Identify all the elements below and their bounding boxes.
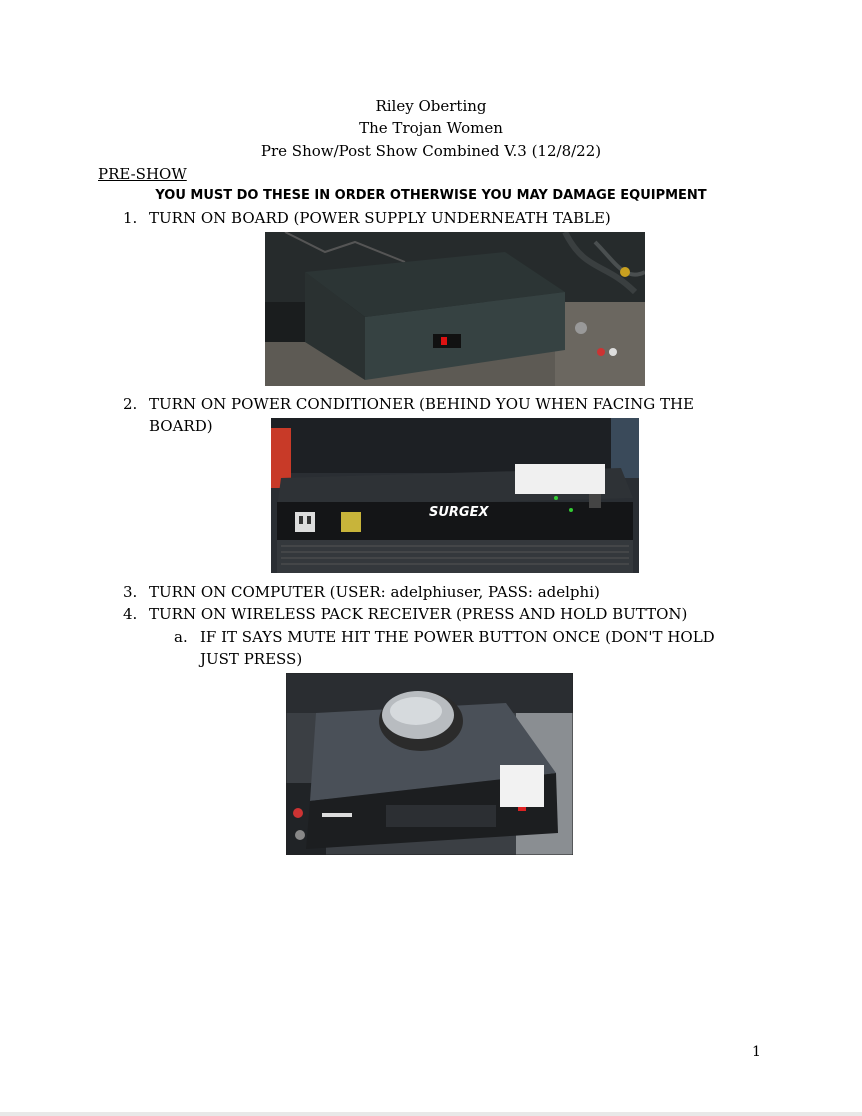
version-line: Pre Show/Post Show Combined V.3 (12/8/22) — [260, 142, 602, 160]
section-title-pre-show: PRE-SHOW — [98, 165, 187, 183]
show-title: The Trojan Women — [359, 119, 503, 137]
substep-text: IF IT SAYS MUTE HIT THE POWER BUTTON ONCE (DON'T HOLD JUST PRESS) — [200, 628, 715, 668]
step-number: 4. — [123, 605, 138, 623]
page-bottom-divider — [0, 1112, 862, 1116]
author-line: Riley Oberting — [375, 97, 487, 115]
step-number: 3. — [123, 583, 138, 601]
step-text: TURN ON WIRELESS PACK RECEIVER (PRESS AND HOLD BUTTON) — [149, 605, 688, 623]
step-text: TURN ON POWER CONDITIONER (BEHIND YOU WHEN FACING THE BOARD) — [149, 395, 695, 435]
board-power-supply-photo — [265, 232, 645, 386]
step-text: TURN ON COMPUTER (USER: adelphiuser, PASS: adelphi) — [149, 583, 600, 601]
substep-letter: a. — [174, 628, 188, 646]
page-number: 1 — [752, 1044, 761, 1060]
wireless-receiver-photo — [286, 673, 573, 855]
power-conditioner-photo — [271, 418, 639, 573]
surgex-logo: SURGEX — [429, 505, 489, 520]
step-text: TURN ON BOARD (POWER SUPPLY UNDERNEATH TABLE) — [149, 209, 611, 227]
step-number: 2. — [123, 395, 138, 413]
step-number: 1. — [123, 209, 138, 227]
warning-text: YOU MUST DO THESE IN ORDER OTHERWISE YOU MAY DAMAGE EQUIPMENT — [155, 188, 707, 203]
